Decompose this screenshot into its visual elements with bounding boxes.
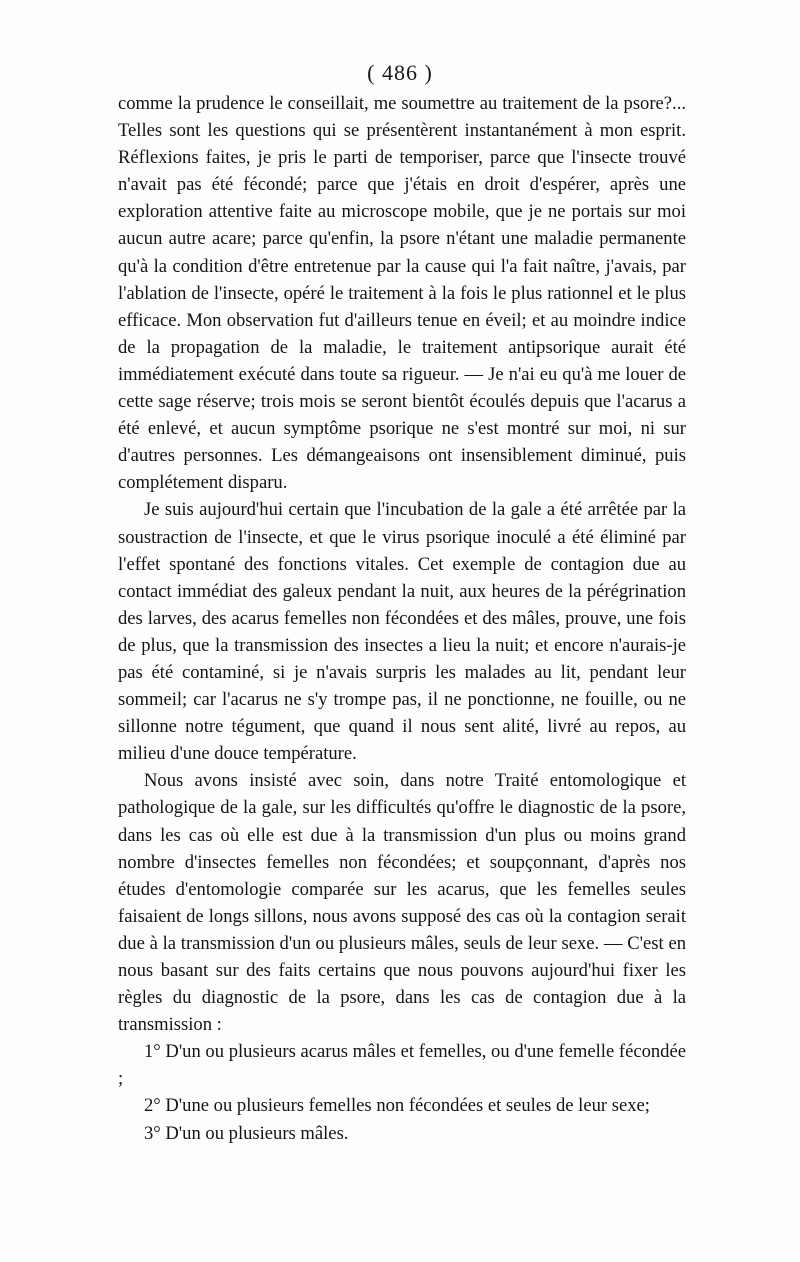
- paragraph-1: comme la prudence le conseillait, me soumettre au traitement de la psore?... Telles sont les questions qui se présentèrent instantanément à mon esprit. Réflexions faites, je pris le parti de temporiser, parce que l'insecte trouvé n'avait pas été fécondé; parce que j'étais en droit d'espérer, après une exploration attentive faite au microscope mobile, que je ne portais sur moi aucun autre acare; parce qu'enfin, la psore n'étant une maladie permanente qu'à la condition d'être entretenue par la cause qui l'a fait naître, j'avais, par l'ablation de l'insecte, opéré le traitement à la fois le plus rationnel et le plus efficace. Mon observation fut d'ailleurs tenue en éveil; et au moindre indice de la propagation de la maladie, le traitement antipsorique aurait été immédiatement exécuté dans toute sa rigueur. — Je n'ai eu qu'à me louer de cette sage réserve; trois mois se seront bientôt écoulés depuis que l'acarus a été enlevé, et aucun symptôme psorique ne s'est montré sur moi, ni sur d'autres personnes. Les démangeaisons ont insensiblement diminué, puis complétement disparu.: [118, 93, 686, 494]
- page-number: ( 486 ): [367, 60, 433, 85]
- list-item-1: 1° D'un ou plusieurs acarus mâles et femelles, ou d'une femelle fécondée ;: [118, 1041, 686, 1090]
- body-text: [118, 90, 686, 1147]
- paragraph-3: Nous avons insisté avec soin, dans notre Traité entomologique et pathologique de la gale, sur les difficultés qu'offre le diagnostic de la psore, dans les cas où elle est due à la transmission d'un plus ou moins grand nombre d'insectes femelles non fécondées; et soupçonnant, d'après nos études d'entomologie comparée sur les acarus, que les femelles seules faisaient de longs sillons, nous avons supposé des cas où la contagion serait due à la transmission d'un ou plusieurs mâles, seuls de leur sexe. — C'est en nous basant sur des faits certains que nous pouvons aujourd'hui fixer les règles du diagnostic de la psore, dans les cas de contagion due à la transmission :: [118, 770, 686, 1036]
- list-item-3: 3° D'un ou plusieurs mâles.: [144, 1122, 349, 1144]
- list-item-2: 2° D'une ou plusieurs femelles non fécondées et seules de leur sexe;: [144, 1095, 650, 1117]
- paragraph-2: Je suis aujourd'hui certain que l'incubation de la gale a été arrêtée par la soustraction de l'insecte, et que le virus psorique inoculé a été éliminé par l'effet spontané des fonctions vitales. Cet exemple de contagion due au contact immédiat des galeux pendant la nuit, aux heures de la pérégrination des larves, des acarus femelles non fécondées et des mâles, prouve, une fois de plus, que la transmission des insectes a lieu la nuit; et encore n'aurais-je pas été contaminé, si je n'avais surpris les malades au lit, pendant leur sommeil; car l'acarus ne s'y trompe pas, il ne ponctionne, ne fouille, ou ne sillonne notre tégument, que quand il nous sent alité, livré au repos, au milieu d'une douce température.: [118, 499, 686, 765]
